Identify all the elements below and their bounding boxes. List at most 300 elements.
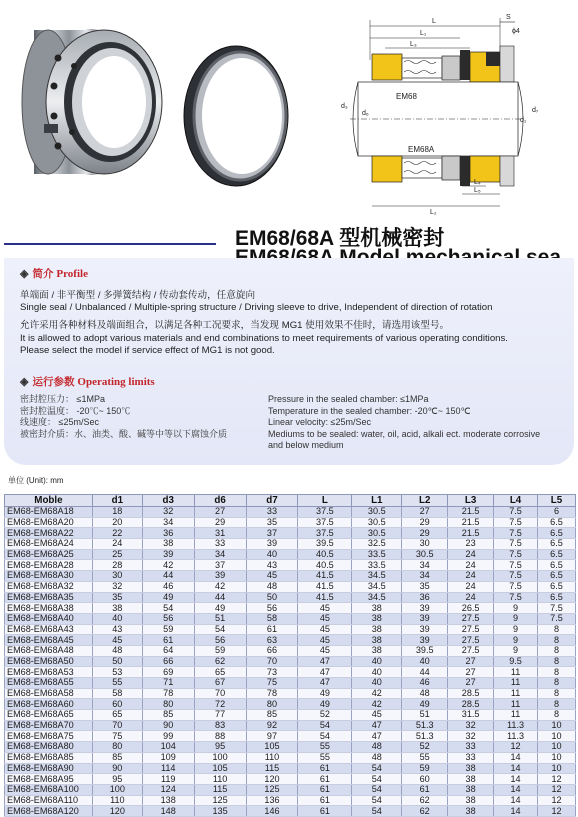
table-row [5, 507, 576, 518]
limits-heading: ◈ 运行参数 Operating limits [20, 376, 155, 388]
dimension-cell: 7.5 [494, 592, 538, 603]
dimension-cell: 38 [448, 806, 494, 817]
dimension-cell: 33 [448, 752, 494, 763]
dimension-cell: 119 [142, 774, 194, 785]
dim-d6: d₆ [362, 110, 369, 117]
model-cell: EM68-EM68A24 [5, 539, 93, 550]
dimension-cell: 95 [92, 774, 142, 785]
dimension-cell: 100 [194, 752, 246, 763]
dimension-cell: 75 [92, 731, 142, 742]
dimension-cell: 83 [194, 720, 246, 731]
dimension-cell: 44 [142, 571, 194, 582]
dimension-cell: 12 [538, 784, 576, 795]
table-row [5, 688, 576, 699]
dimension-cell: 54 [352, 784, 402, 795]
dimension-cell: 80 [92, 742, 142, 753]
dimension-cell: 41.5 [298, 571, 352, 582]
dimension-cell: 6.5 [538, 528, 576, 539]
model-cell: EM68-EM68A35 [5, 592, 93, 603]
dimension-cell: 40 [352, 656, 402, 667]
diamond-bullet-icon: ◈ [20, 268, 29, 280]
dimension-cell: 11 [494, 678, 538, 689]
dimension-cell: 52 [298, 710, 352, 721]
dimension-cell: 38 [352, 613, 402, 624]
dimension-cell: 47 [352, 720, 402, 731]
dimension-cell: 39 [246, 539, 298, 550]
dimension-cell: 10 [538, 731, 576, 742]
dimension-cell: 40 [352, 667, 402, 678]
dimension-cell: 80 [142, 699, 194, 710]
dimension-cell: 38 [448, 784, 494, 795]
dimension-cell: 40 [246, 549, 298, 560]
table-row [5, 784, 576, 795]
table-row [5, 720, 576, 731]
dim-l3: L₃ [410, 41, 417, 48]
dimension-cell: 45 [298, 624, 352, 635]
dimension-cell: 120 [92, 806, 142, 817]
dimension-cell: 95 [194, 742, 246, 753]
dimension-cell: 49 [298, 699, 352, 710]
dimension-cell: 41.5 [298, 581, 352, 592]
dimension-cell: 7.5 [494, 539, 538, 550]
model-cell: EM68-EM68A30 [5, 571, 93, 582]
dimension-cell: 51 [402, 710, 448, 721]
dimension-cell: 44 [194, 592, 246, 603]
dimension-cell: 45 [298, 603, 352, 614]
column-header: L1 [352, 495, 402, 507]
dimension-cell: 46 [142, 581, 194, 592]
dimension-cell: 47 [352, 731, 402, 742]
dimension-cell: 14 [494, 806, 538, 817]
dimension-cell: 58 [246, 613, 298, 624]
dimension-cell: 62 [402, 795, 448, 806]
dimension-cell: 6.5 [538, 592, 576, 603]
dimension-cell: 11.3 [494, 720, 538, 731]
label-em68: EM68 [396, 92, 417, 101]
dimension-cell: 9.5 [494, 656, 538, 667]
dimension-cell: 38 [352, 603, 402, 614]
dimension-cell: 90 [142, 720, 194, 731]
dimension-cell: 39 [402, 603, 448, 614]
dimension-cell: 56 [246, 603, 298, 614]
dimension-cell: 99 [142, 731, 194, 742]
dimension-cell: 43 [246, 560, 298, 571]
model-cell: EM68-EM68A53 [5, 667, 93, 678]
dimension-cell: 41.5 [298, 592, 352, 603]
dimension-cell: 8 [538, 635, 576, 646]
dimension-cell: 75 [246, 678, 298, 689]
model-cell: EM68-EM68A80 [5, 742, 93, 753]
dimension-cell: 6.5 [538, 581, 576, 592]
dimension-cell: 88 [194, 731, 246, 742]
column-header: L5 [538, 495, 576, 507]
dimension-cell: 69 [142, 667, 194, 678]
table-row [5, 656, 576, 667]
title-chinese: EM68/68A 型机械密封 [235, 227, 445, 250]
dimension-cell: 21.5 [448, 528, 494, 539]
dimension-cell: 8 [538, 645, 576, 656]
dimension-cell: 38 [352, 635, 402, 646]
dimension-cell: 9 [494, 603, 538, 614]
dimension-cell: 105 [194, 763, 246, 774]
dimension-cell: 40 [92, 613, 142, 624]
dimension-cell: 27.5 [448, 635, 494, 646]
model-cell: EM68-EM68A50 [5, 656, 93, 667]
dimension-cell: 25 [92, 549, 142, 560]
table-body [5, 507, 576, 817]
dimension-cell: 30.5 [352, 528, 402, 539]
dimension-cell: 59 [402, 763, 448, 774]
table-row [5, 613, 576, 624]
dimension-cell: 104 [142, 742, 194, 753]
dimension-cell: 32 [448, 731, 494, 742]
dimension-cell: 39 [142, 549, 194, 560]
dim-l5: L₅ [474, 187, 481, 194]
dimension-cell: 14 [494, 763, 538, 774]
dimension-cell: 12 [494, 742, 538, 753]
dimension-cell: 59 [194, 645, 246, 656]
model-cell: EM68-EM68A32 [5, 581, 93, 592]
dimension-cell: 29 [194, 517, 246, 528]
dimension-cell: 36 [402, 592, 448, 603]
dimension-cell: 61 [298, 784, 352, 795]
dimension-cell: 30.5 [352, 507, 402, 518]
model-cell: EM68-EM68A25 [5, 549, 93, 560]
column-header: L2 [402, 495, 448, 507]
table-row [5, 710, 576, 721]
dimension-cell: 110 [194, 774, 246, 785]
dimension-cell: 55 [298, 742, 352, 753]
dim-d1: d₁ [520, 117, 527, 124]
dimension-cell: 33 [246, 507, 298, 518]
dimension-cell: 7.5 [494, 517, 538, 528]
table-row [5, 539, 576, 550]
dimension-cell: 40.5 [298, 549, 352, 560]
dimension-cell: 14 [494, 774, 538, 785]
profile-text: 单端面 / 非平衡型 / 多弹簧结构 / 传动套传动，任意旋向 Single seal / Unbalanced / Multiple-spring structure / Driving sleeve to drive, Independent of direction of rotation 允许采用各种材料及端面组合，以满足各种工况要求，当发现 MG1 使用效果不佳时，请选用该型号。 It is allowed to adopt various materials and end combinations to meet requirements of various operating conditions. Please select the model if service effect of MG1 is not good. [20, 290, 508, 356]
dimension-cell: 73 [246, 667, 298, 678]
dimension-cell: 39 [402, 635, 448, 646]
table-row [5, 635, 576, 646]
dimension-cell: 26.5 [448, 603, 494, 614]
model-cell: EM68-EM68A90 [5, 763, 93, 774]
dimension-cell: 35 [402, 581, 448, 592]
dimension-cell: 48 [402, 688, 448, 699]
dimension-cell: 50 [246, 592, 298, 603]
dimension-cell: 54 [194, 624, 246, 635]
dimension-cell: 37.5 [298, 528, 352, 539]
dimension-cell: 24 [448, 581, 494, 592]
table-row [5, 667, 576, 678]
dimension-cell: 61 [246, 624, 298, 635]
dimension-cell: 27.5 [448, 613, 494, 624]
dimension-cell: 54 [298, 731, 352, 742]
diamond-bullet-icon: ◈ [20, 376, 29, 388]
dim-l: L [432, 18, 436, 25]
dimension-cell: 7.5 [494, 528, 538, 539]
dimension-cell: 8 [538, 624, 576, 635]
dimension-cell: 11 [494, 699, 538, 710]
dimension-cell: 61 [142, 635, 194, 646]
dimension-cell: 34 [194, 549, 246, 560]
dimension-cell: 11 [494, 688, 538, 699]
model-cell: EM68-EM68A28 [5, 560, 93, 571]
table-row [5, 763, 576, 774]
dim-l1: L₁ [420, 30, 427, 37]
dimension-cell: 55 [402, 752, 448, 763]
dimension-cell: 54 [352, 795, 402, 806]
dimension-cell: 30 [92, 571, 142, 582]
dimension-cell: 61 [298, 806, 352, 817]
dimension-cell: 148 [142, 806, 194, 817]
table-row [5, 774, 576, 785]
dim-d3: d₃ [341, 103, 348, 110]
dimension-cell: 45 [246, 571, 298, 582]
table-row [5, 549, 576, 560]
dimension-cell: 8 [538, 656, 576, 667]
dimension-cell: 22 [92, 528, 142, 539]
model-cell: EM68-EM68A110 [5, 795, 93, 806]
dimension-cell: 109 [142, 752, 194, 763]
dimension-cell: 52 [402, 742, 448, 753]
dimension-cell: 66 [142, 656, 194, 667]
dimension-cell: 70 [194, 688, 246, 699]
dimension-cell: 46 [402, 678, 448, 689]
dimension-cell: 59 [142, 624, 194, 635]
limits-list-en: Pressure in the sealed chamber: ≤1MPa Temperature in the sealed chamber: -20℃~ 150℃ Linear velocity: ≤25m/Sec Mediums to be sealed: water, oil, acid, alkali ect. moderate corrosive and below medium [268, 394, 541, 450]
dimension-cell: 90 [92, 763, 142, 774]
dimension-cell: 40 [402, 656, 448, 667]
dimension-cell: 8 [538, 699, 576, 710]
dimension-cell: 31 [194, 528, 246, 539]
column-header: L3 [448, 495, 494, 507]
dimension-cell: 37 [194, 560, 246, 571]
dimension-cell: 39 [194, 571, 246, 582]
dimension-cell: 61 [298, 763, 352, 774]
dimension-cell: 125 [246, 784, 298, 795]
seat-ring-photo [184, 46, 288, 186]
model-cell: EM68-EM68A58 [5, 688, 93, 699]
dimension-cell: 38 [142, 539, 194, 550]
dimension-cell: 10 [538, 752, 576, 763]
dimension-cell: 18 [92, 507, 142, 518]
dimension-cell: 32.5 [352, 539, 402, 550]
model-cell: EM68-EM68A18 [5, 507, 93, 518]
model-cell: EM68-EM68A20 [5, 517, 93, 528]
dimension-cell: 28 [92, 560, 142, 571]
dimension-cell: 78 [142, 688, 194, 699]
dimension-cell: 7.5 [494, 571, 538, 582]
dimension-cell: 8 [538, 678, 576, 689]
dimension-cell: 9 [494, 645, 538, 656]
dimension-cell: 40 [352, 678, 402, 689]
dimension-cell: 39.5 [402, 645, 448, 656]
dimension-cell: 7.5 [494, 581, 538, 592]
dimension-cell: 63 [246, 635, 298, 646]
dimension-cell: 6.5 [538, 517, 576, 528]
dimension-cell: 10 [538, 763, 576, 774]
dimension-cell: 32 [448, 720, 494, 731]
dimension-cell: 49 [194, 603, 246, 614]
model-cell: EM68-EM68A65 [5, 710, 93, 721]
label-em68a: EM68A [408, 145, 435, 154]
table-row [5, 731, 576, 742]
dimension-cell: 10 [538, 720, 576, 731]
dimension-cell: 37.5 [298, 517, 352, 528]
dimension-cell: 7.5 [494, 549, 538, 560]
dimension-cell: 32 [92, 581, 142, 592]
dimension-cell: 27.5 [448, 645, 494, 656]
dimension-cell: 32 [142, 507, 194, 518]
dimension-cell: 100 [92, 784, 142, 795]
table-row [5, 528, 576, 539]
dimension-cell: 72 [194, 699, 246, 710]
dimension-cell: 34 [402, 571, 448, 582]
dimension-cell: 9 [494, 613, 538, 624]
dimension-cell: 48 [92, 645, 142, 656]
dimension-cell: 48 [246, 581, 298, 592]
dimension-cell: 8 [538, 710, 576, 721]
dimension-cell: 135 [194, 806, 246, 817]
dimension-cell: 34 [142, 517, 194, 528]
model-cell: EM68-EM68A100 [5, 784, 93, 795]
dimension-cell: 62 [402, 806, 448, 817]
seal-photo [22, 30, 162, 174]
dimension-cell: 27 [448, 667, 494, 678]
dimension-cell: 55 [92, 678, 142, 689]
dimension-cell: 34.5 [352, 571, 402, 582]
dimension-cell: 36 [142, 528, 194, 539]
dimension-cell: 34 [402, 560, 448, 571]
dimension-cell: 28.5 [448, 699, 494, 710]
table-row [5, 752, 576, 763]
dim-l2: L₂ [430, 209, 437, 216]
limits-list-cn: 密封腔压力： ≤1MPa 密封腔温度： -20℃~ 150℃ 线速度： ≤25m/Sec 被密封介质：水、油类、酸、碱等中等以下腐蚀介质 [20, 394, 228, 439]
dimension-cell: 35 [246, 517, 298, 528]
table-row [5, 645, 576, 656]
dimension-cell: 6 [538, 507, 576, 518]
dimension-cell: 85 [142, 710, 194, 721]
dim-d7: d₇ [532, 107, 539, 114]
model-cell: EM68-EM68A55 [5, 678, 93, 689]
dimension-cell: 54 [298, 720, 352, 731]
model-cell: EM68-EM68A48 [5, 645, 93, 656]
table-row [5, 678, 576, 689]
model-cell: EM68-EM68A43 [5, 624, 93, 635]
column-header: d7 [246, 495, 298, 507]
dimension-cell: 24 [92, 539, 142, 550]
dimension-cell: 65 [92, 710, 142, 721]
dimension-cell: 138 [142, 795, 194, 806]
model-cell: EM68-EM68A22 [5, 528, 93, 539]
dim-l4: L₄ [474, 179, 481, 186]
dimension-cell: 30.5 [352, 517, 402, 528]
dimension-cell: 30 [402, 539, 448, 550]
dimension-cell: 51 [194, 613, 246, 624]
dimension-cell: 42 [194, 581, 246, 592]
dimension-cell: 136 [246, 795, 298, 806]
dimension-cell: 56 [142, 613, 194, 624]
dimension-cell: 146 [246, 806, 298, 817]
dimension-cell: 28.5 [448, 688, 494, 699]
dimension-table [4, 494, 576, 817]
dimension-cell: 43 [92, 624, 142, 635]
dimension-cell: 20 [92, 517, 142, 528]
dimension-cell: 24 [448, 571, 494, 582]
dimension-cell: 97 [246, 731, 298, 742]
dimension-cell: 21.5 [448, 507, 494, 518]
dimension-cell: 11 [494, 667, 538, 678]
dimension-cell: 45 [352, 710, 402, 721]
dimension-cell: 27.5 [448, 624, 494, 635]
dimension-cell: 34.5 [352, 581, 402, 592]
dimension-cell: 14 [494, 752, 538, 763]
table-row [5, 742, 576, 753]
dimension-cell: 110 [92, 795, 142, 806]
dimension-cell: 27 [402, 507, 448, 518]
dimension-cell: 21.5 [448, 517, 494, 528]
dimension-cell: 125 [194, 795, 246, 806]
model-cell: EM68-EM68A85 [5, 752, 93, 763]
model-cell: EM68-EM68A70 [5, 720, 93, 731]
dimension-cell: 70 [92, 720, 142, 731]
dimension-cell: 45 [298, 613, 352, 624]
dimension-cell: 33 [448, 742, 494, 753]
dimension-cell: 30.5 [402, 549, 448, 560]
dimension-cell: 24 [448, 560, 494, 571]
dimension-cell: 24 [448, 549, 494, 560]
dimension-cell: 124 [142, 784, 194, 795]
dimension-cell: 27 [194, 507, 246, 518]
dimension-cell: 60 [92, 699, 142, 710]
model-cell: EM68-EM68A38 [5, 603, 93, 614]
dimension-cell: 38 [352, 645, 402, 656]
table-row [5, 699, 576, 710]
table-row [5, 603, 576, 614]
dimension-cell: 38 [448, 774, 494, 785]
dimension-cell: 56 [194, 635, 246, 646]
dimension-cell: 37 [246, 528, 298, 539]
dimension-cell: 92 [246, 720, 298, 731]
column-header: L [298, 495, 352, 507]
column-header: Moble [5, 495, 93, 507]
dimension-cell: 70 [246, 656, 298, 667]
dimension-cell: 38 [352, 624, 402, 635]
dimension-cell: 14 [494, 784, 538, 795]
column-header: d3 [142, 495, 194, 507]
dimension-cell: 54 [142, 603, 194, 614]
dimension-cell: 51.3 [402, 731, 448, 742]
dimension-cell: 85 [92, 752, 142, 763]
dimension-cell: 53 [92, 667, 142, 678]
dimension-cell: 34.5 [352, 592, 402, 603]
table-row [5, 795, 576, 806]
dimension-cell: 60 [402, 774, 448, 785]
dimension-cell: 38 [448, 763, 494, 774]
dimension-cell: 45 [92, 635, 142, 646]
dimension-cell: 42 [352, 688, 402, 699]
title-divider [4, 243, 216, 245]
dimension-cell: 65 [194, 667, 246, 678]
dimension-cell: 54 [352, 806, 402, 817]
table-header-row [5, 495, 576, 507]
dimension-cell: 8 [538, 667, 576, 678]
dimension-cell: 6.5 [538, 571, 576, 582]
technical-drawing [341, 14, 539, 216]
dimension-cell: 61 [298, 774, 352, 785]
unit-label: 单位 (Unit): mm [8, 476, 64, 485]
model-cell: EM68-EM68A60 [5, 699, 93, 710]
